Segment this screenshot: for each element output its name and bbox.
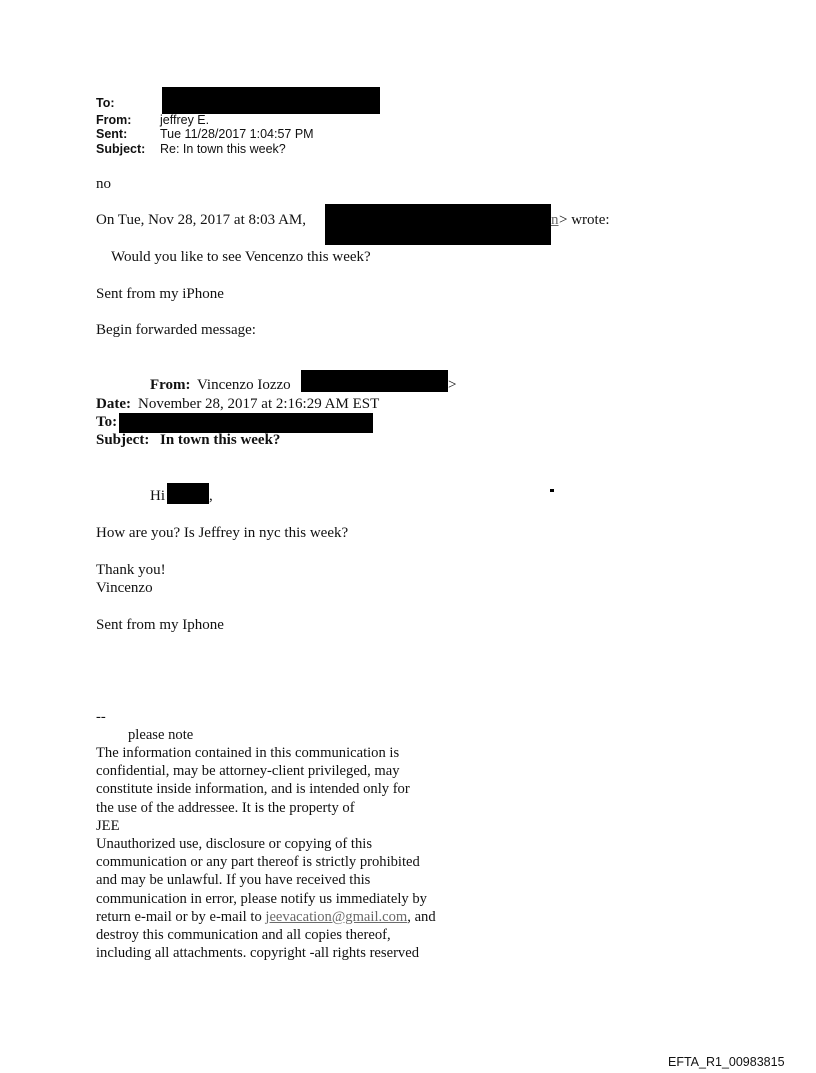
- begin-forwarded: Begin forwarded message:: [96, 322, 256, 338]
- to-label: To:: [96, 96, 115, 110]
- sent-from-iphone: Sent from my iPhone: [96, 286, 224, 302]
- disclaimer-line: the use of the addressee. It is the property of: [96, 799, 355, 816]
- stray-mark: [550, 489, 554, 492]
- disclaimer-line: Unauthorized use, disclosure or copying of this: [96, 836, 373, 853]
- greeting-text: Hi: [150, 488, 165, 504]
- subject-label: Subject:: [96, 142, 146, 156]
- quote-question: Would you like to see Vencenzo this week?: [111, 249, 371, 265]
- disclaimer-line: communication or any part thereof is strictly prohibited: [96, 854, 420, 871]
- email-suffix: , and: [407, 908, 436, 925]
- disclaimer-block: [96, 744, 436, 962]
- fwd-question: How are you? Is Jeffrey in nyc this week?: [96, 525, 349, 541]
- fwd-thanks: Thank you!: [96, 562, 166, 578]
- fwd-subject-value: In town this week?: [160, 432, 281, 448]
- fwd-sent-from-iphone: Sent from my Iphone: [96, 617, 224, 633]
- disclaimer-line: and may be unlawful. If you have received this: [96, 872, 371, 889]
- fwd-subject-label: Subject:: [96, 432, 150, 448]
- disclaimer-line: constitute inside information, and is intended only for: [96, 781, 410, 798]
- footer-please-note: please note: [128, 727, 194, 743]
- greeting-tail: ,: [209, 488, 213, 504]
- document-id: EFTA_R1_00983815: [668, 1055, 785, 1069]
- quote-wrote: > wrote:: [559, 212, 610, 228]
- redaction-to: [162, 87, 380, 114]
- fwd-date-value: November 28, 2017 at 2:16:29 AM EST: [138, 396, 380, 412]
- redaction-fwd-from: [301, 370, 448, 392]
- redaction-sender: [325, 204, 551, 245]
- disclaimer-email-line: [96, 908, 436, 926]
- quote-intro: On Tue, Nov 28, 2017 at 8:03 AM,: [96, 212, 307, 228]
- disclaimer-line: including all attachments. copyright -all rights reserved: [96, 945, 419, 962]
- disclaimer-line: communication in error, please notify us immediately by: [96, 890, 427, 907]
- redaction-fwd-to: [119, 413, 373, 433]
- disclaimer-line: confidential, may be attorney-client privileged, may: [96, 763, 400, 780]
- fwd-date-label: Date:: [96, 396, 131, 412]
- fwd-signature: Vincenzo: [96, 580, 153, 596]
- disclaimer-line: The information contained in this communication is: [96, 745, 400, 761]
- from-value: jeffrey E.: [160, 113, 210, 127]
- contact-email-link[interactable]: jeevacation@gmail.com: [265, 908, 408, 925]
- from-label: From:: [96, 113, 132, 127]
- sent-value: Tue 11/28/2017 1:04:57 PM: [160, 127, 314, 141]
- reply-text: no: [96, 176, 111, 192]
- footer-dashes: --: [96, 709, 106, 725]
- email-prefix: return e-mail or by e-mail to: [96, 908, 266, 925]
- fwd-from-label: From:: [150, 377, 191, 393]
- disclaimer-line: destroy this communication and all copies thereof,: [96, 927, 391, 944]
- disclaimer-line: JEE: [96, 817, 120, 834]
- sent-label: Sent:: [96, 127, 128, 141]
- redaction-greeting-name: [167, 483, 209, 504]
- subject-value: Re: In town this week?: [160, 142, 286, 156]
- quote-email-link[interactable]: n: [551, 212, 559, 228]
- fwd-to-label: To:: [96, 414, 118, 430]
- fwd-from-tail: >: [448, 377, 457, 393]
- fwd-from-value: Vincenzo Iozzo: [197, 377, 291, 393]
